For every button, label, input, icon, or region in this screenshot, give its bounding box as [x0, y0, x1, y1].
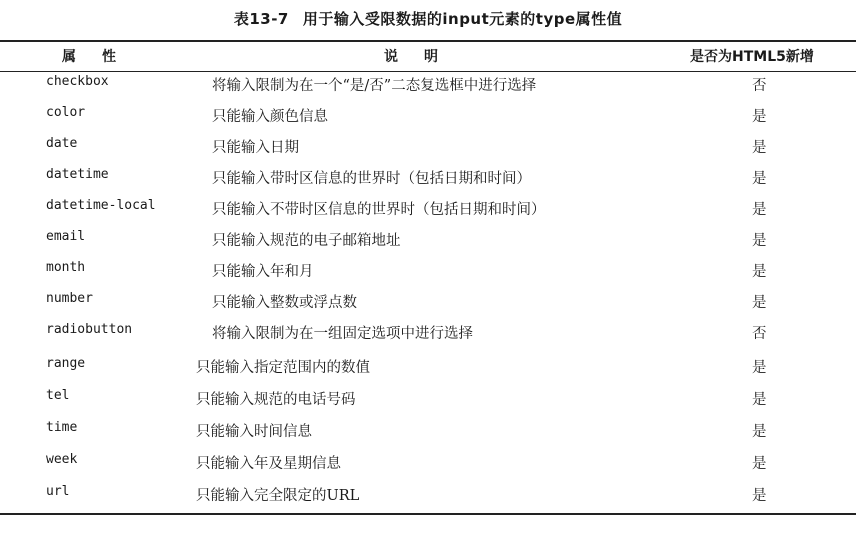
cell-description: 只能输入带时区信息的世界时（包括日期和时间）	[212, 171, 531, 187]
cell-html5: 是	[752, 109, 767, 125]
cell-description: 只能输入年和月	[212, 264, 314, 280]
cell-description: 将输入限制为在一个“是/否”二态复选框中进行选择	[212, 78, 537, 94]
cell-html5: 是	[752, 233, 767, 249]
table-row	[0, 356, 856, 386]
table-row	[0, 74, 856, 104]
table-row	[0, 322, 856, 352]
cell-description: 只能输入完全限定的URL	[196, 488, 360, 504]
cell-html5: 是	[752, 264, 767, 280]
cell-attribute: number	[46, 291, 93, 306]
table-row	[0, 452, 856, 482]
cell-description: 只能输入日期	[212, 140, 299, 156]
cell-description: 只能输入规范的电话号码	[196, 392, 356, 408]
table-number: 表13-7	[233, 10, 289, 28]
cell-attribute: time	[46, 420, 78, 435]
table-row	[0, 105, 856, 135]
header-attribute: 属性	[62, 49, 142, 65]
cell-attribute: datetime	[46, 167, 109, 182]
cell-html5: 是	[752, 424, 767, 440]
table-row	[0, 291, 856, 321]
cell-description: 只能输入规范的电子邮箱地址	[212, 233, 401, 249]
cell-html5: 是	[752, 360, 767, 376]
table-top-rule	[0, 40, 856, 42]
table-row	[0, 198, 856, 228]
cell-attribute: week	[46, 452, 78, 467]
cell-html5: 否	[752, 78, 767, 94]
cell-html5: 否	[752, 326, 767, 342]
cell-description: 只能输入不带时区信息的世界时（包括日期和时间）	[212, 202, 546, 218]
table-row	[0, 229, 856, 259]
table-row	[0, 260, 856, 290]
header-description: 说明	[384, 49, 464, 65]
cell-attribute: url	[46, 484, 70, 499]
table-row	[0, 420, 856, 450]
table-caption	[0, 8, 856, 29]
cell-attribute: email	[46, 229, 86, 244]
cell-description: 只能输入时间信息	[196, 424, 312, 440]
table-row	[0, 484, 856, 514]
cell-html5: 是	[752, 488, 767, 504]
cell-html5: 是	[752, 456, 767, 472]
cell-description: 只能输入年及星期信息	[196, 456, 341, 472]
cell-html5: 是	[752, 392, 767, 408]
cell-attribute: datetime-local	[46, 198, 156, 213]
header-html5: 是否为HTML5新增	[690, 49, 814, 65]
cell-attribute: date	[46, 136, 78, 151]
cell-description: 将输入限制为在一组固定选项中进行选择	[212, 326, 473, 342]
cell-html5: 是	[752, 295, 767, 311]
header-rule	[0, 71, 856, 72]
table-bottom-rule	[0, 513, 856, 515]
cell-attribute: month	[46, 260, 86, 275]
cell-attribute: tel	[46, 388, 70, 403]
cell-attribute: range	[46, 356, 86, 371]
table-row	[0, 388, 856, 418]
cell-description: 只能输入颜色信息	[212, 109, 328, 125]
cell-attribute: color	[46, 105, 86, 120]
cell-html5: 是	[752, 202, 767, 218]
cell-html5: 是	[752, 171, 767, 187]
cell-html5: 是	[752, 140, 767, 156]
table-row	[0, 167, 856, 197]
cell-attribute: radiobutton	[46, 322, 133, 337]
cell-description: 只能输入指定范围内的数值	[196, 360, 370, 376]
cell-attribute: checkbox	[46, 74, 109, 89]
cell-description: 只能输入整数或浮点数	[212, 295, 357, 311]
table-row	[0, 136, 856, 166]
table-title: 用于输入受限数据的input元素的type属性值	[302, 10, 623, 28]
